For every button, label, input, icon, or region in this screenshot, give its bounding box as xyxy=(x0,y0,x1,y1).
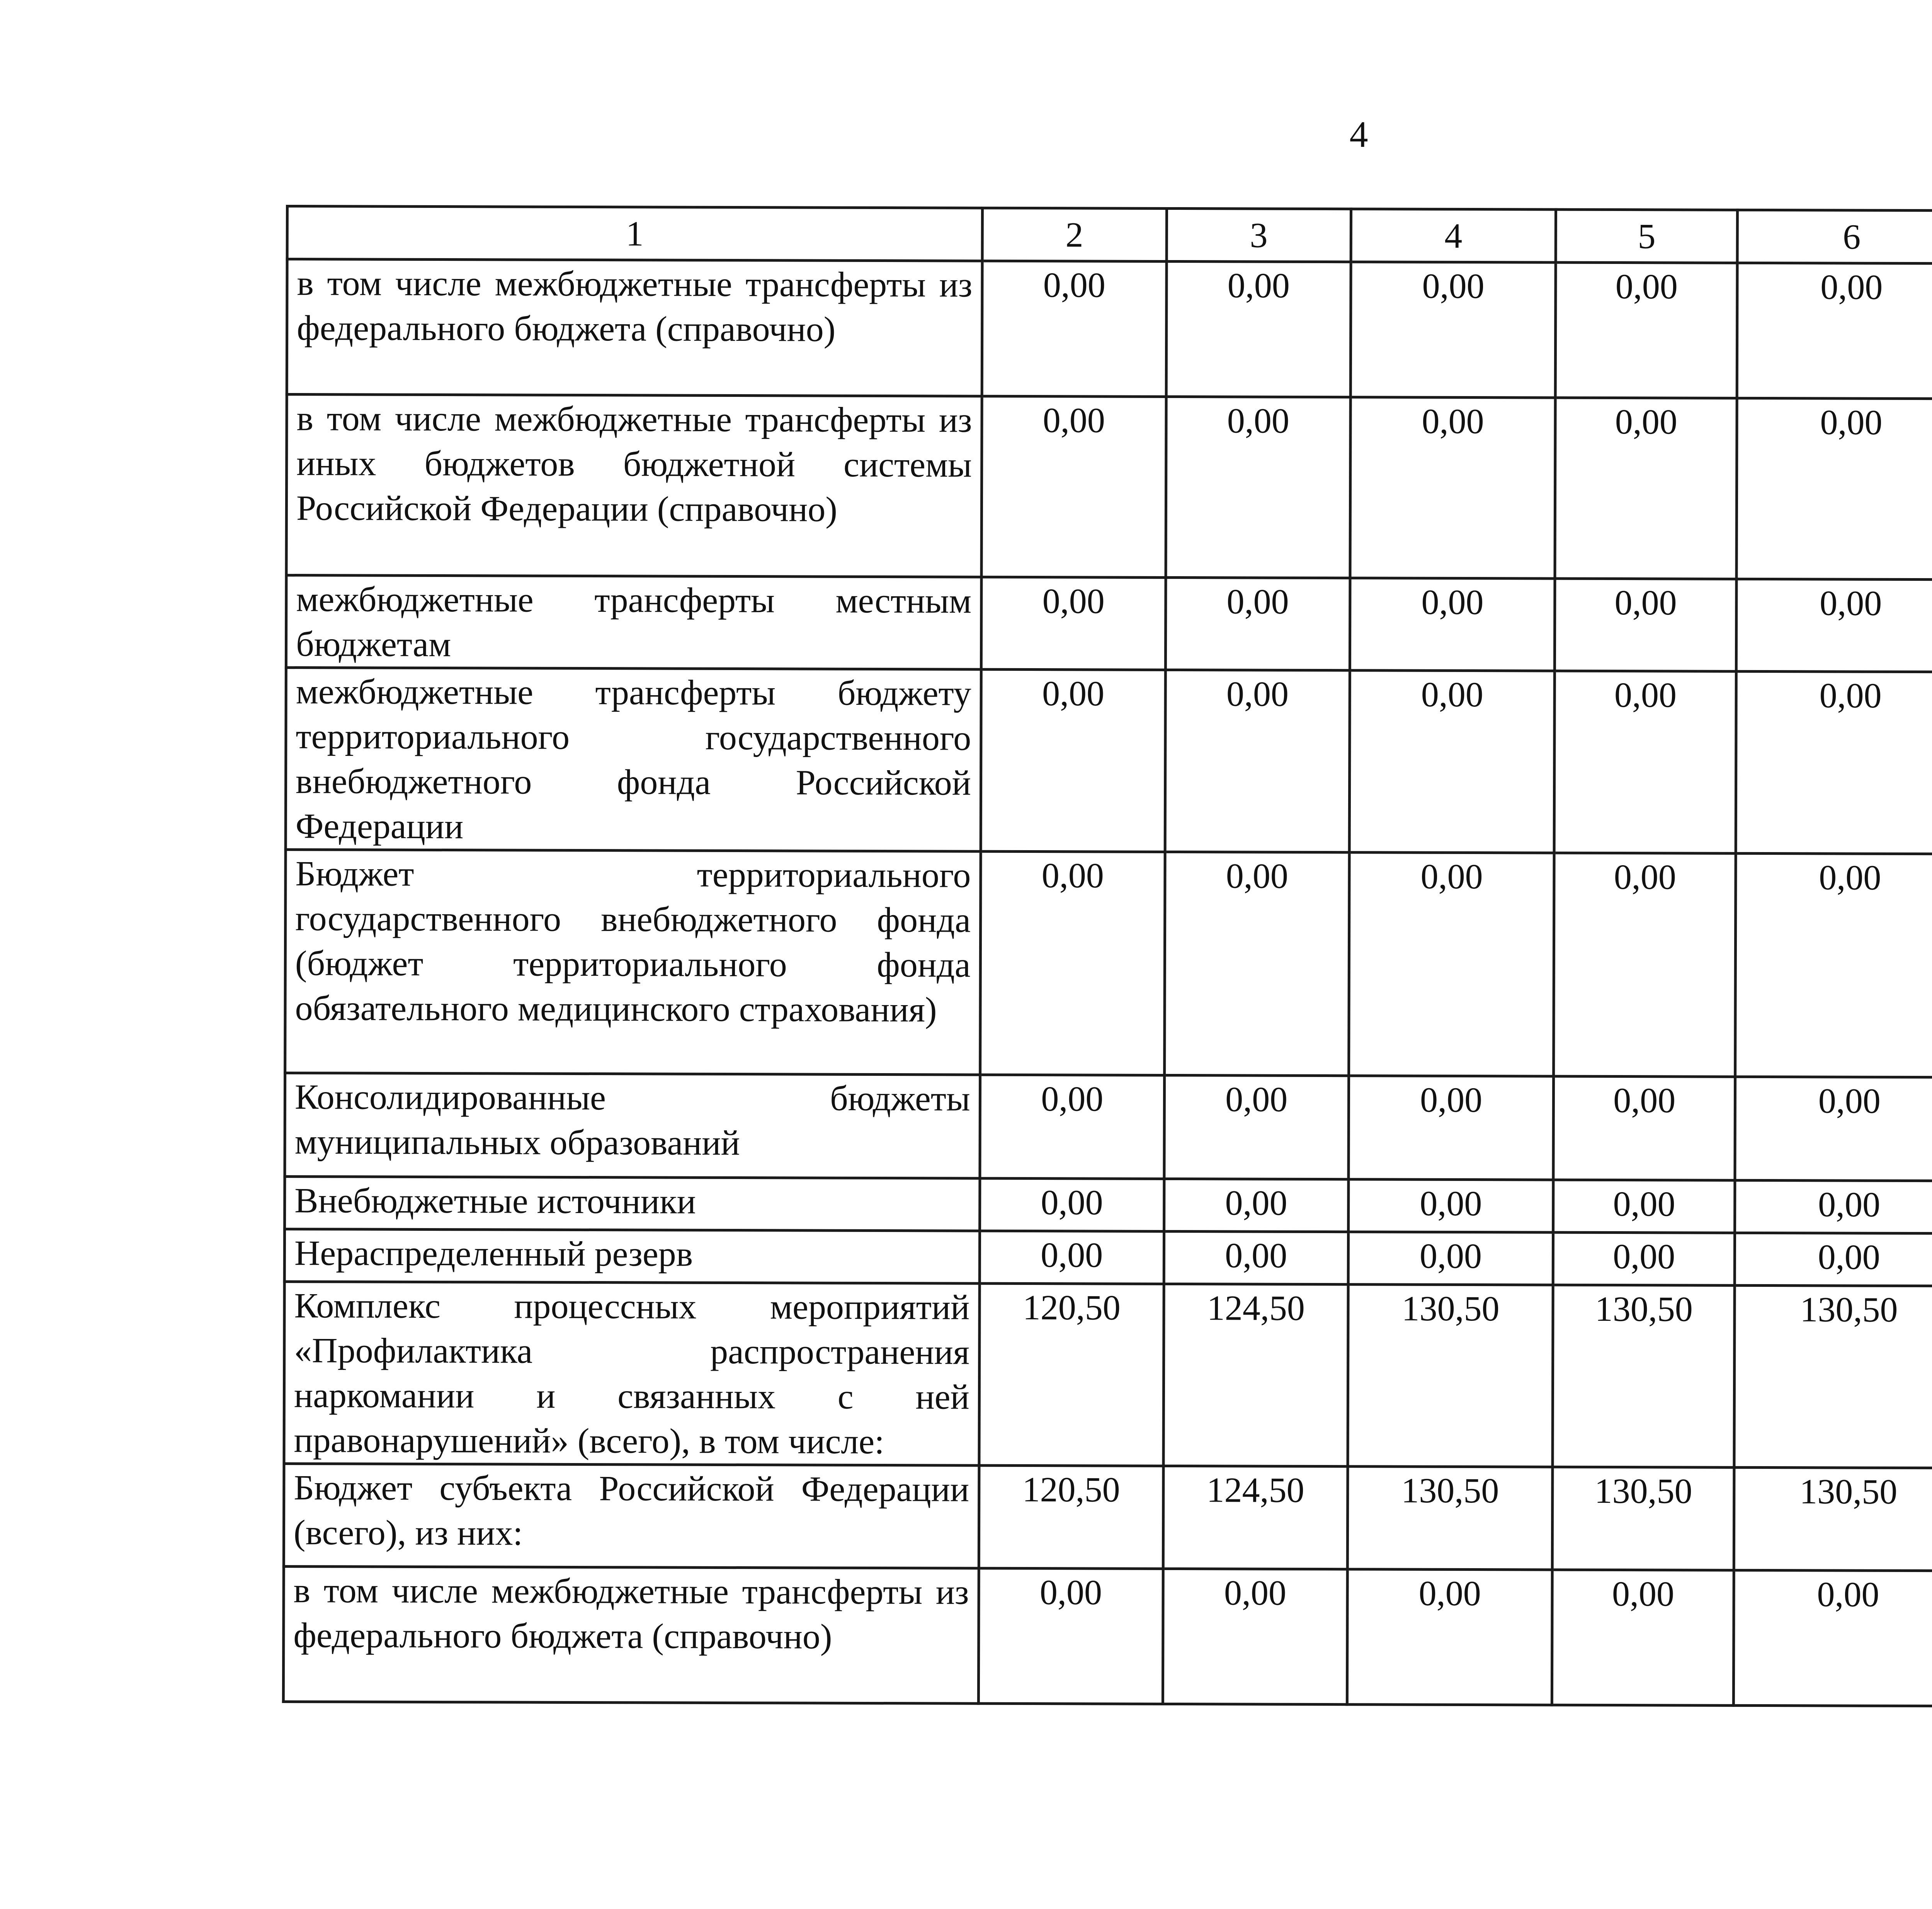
cell-value: 0,00 xyxy=(1735,1077,1932,1181)
row-label: Комплекс процессных мероприятий «Профилактика распространения наркомании и связанных с ней правонарушений» (всего), в том числе: xyxy=(284,1281,980,1465)
cell-value: 0,00 xyxy=(1737,263,1932,399)
cell-value: 0,00 xyxy=(1553,1076,1735,1180)
cell-value: 0,00 xyxy=(1349,670,1555,853)
cell-value: 0,00 xyxy=(980,851,1165,1075)
cell-value: 0,00 xyxy=(980,1231,1164,1284)
cell-value: 0,00 xyxy=(1349,1076,1554,1180)
cell-value: 0,00 xyxy=(1350,578,1555,671)
cell-value: 0,00 xyxy=(978,1568,1163,1704)
table-row xyxy=(285,1177,1932,1235)
table-row xyxy=(286,395,1932,582)
table-row xyxy=(284,1281,1932,1470)
cell-value: 0,00 xyxy=(1554,671,1736,853)
cell-value: 0,00 xyxy=(1736,398,1932,580)
cell-value: 130,50 xyxy=(1734,1285,1932,1468)
cell-value: 124,50 xyxy=(1163,1466,1348,1569)
cell-value: 0,00 xyxy=(982,261,1167,396)
cell-value: 0,00 xyxy=(1348,1232,1553,1285)
cell-value: 0,00 xyxy=(1350,262,1556,398)
column-header: 1 xyxy=(287,206,982,261)
cell-value: 0,00 xyxy=(1166,261,1351,397)
cell-value: 0,00 xyxy=(1734,1570,1932,1706)
row-label: в том числе межбюджетные трансферты из федерального бюджета (справочно) xyxy=(283,1566,979,1703)
row-label: Консолидированные бюджеты муниципальных образований xyxy=(285,1073,980,1179)
row-label: в том числе межбюджетные трансферты из федерального бюджета (справочно) xyxy=(287,259,982,396)
cell-value: 130,50 xyxy=(1553,1285,1735,1467)
row-label: Внебюджетные источники xyxy=(285,1177,980,1231)
column-header: 6 xyxy=(1737,210,1932,264)
cell-value: 0,00 xyxy=(1164,1075,1349,1179)
cell-value: 0,00 xyxy=(1555,578,1737,671)
cell-value: 0,00 xyxy=(981,577,1166,670)
page-number: 4 xyxy=(1349,114,1368,155)
cell-value: 0,00 xyxy=(1349,852,1554,1076)
header-row xyxy=(287,206,1932,265)
table-row xyxy=(283,1566,1932,1708)
table-row xyxy=(284,1229,1932,1288)
cell-value: 130,50 xyxy=(1347,1467,1553,1570)
row-label: межбюджетные трансферты бюджету территориального государственного внебюджетного фонда Российской Федерации xyxy=(286,668,981,852)
cell-value: 0,00 xyxy=(980,1075,1165,1179)
cell-value: 0,00 xyxy=(1554,853,1736,1077)
cell-value: 0,00 xyxy=(1553,1232,1735,1285)
cell-value: 0,00 xyxy=(1166,396,1350,578)
row-label: Бюджет территориального государственного внебюджетного фонда (бюджет территориального фонда обязательного медицинского страхования) xyxy=(285,850,981,1075)
table-row xyxy=(284,1463,1932,1572)
table-row xyxy=(287,259,1932,401)
cell-value: 0,00 xyxy=(1164,1231,1348,1284)
row-label: Бюджет субъекта Российской Федерации (всего), из них: xyxy=(284,1463,979,1568)
cell-value: 0,00 xyxy=(1350,397,1556,578)
table-row xyxy=(285,850,1932,1079)
column-header: 3 xyxy=(1167,208,1351,262)
cell-value: 0,00 xyxy=(1555,398,1737,579)
cell-value: 0,00 xyxy=(1164,852,1349,1075)
cell-value: 0,00 xyxy=(1165,577,1350,670)
column-header: 5 xyxy=(1556,209,1737,263)
cell-value: 130,50 xyxy=(1734,1467,1932,1571)
table-row xyxy=(285,1073,1932,1183)
cell-value: 0,00 xyxy=(1165,670,1350,852)
cell-value: 0,00 xyxy=(981,396,1166,577)
budget-table xyxy=(282,205,1932,1709)
row-label: межбюджетные трансферты местным бюджетам xyxy=(286,575,981,670)
cell-value: 0,00 xyxy=(1163,1569,1347,1704)
cell-value: 124,50 xyxy=(1163,1284,1348,1466)
row-label: в том числе межбюджетные трансферты из иных бюджетов бюджетной системы Российской Федерации (справочно) xyxy=(286,395,982,577)
cell-value: 130,50 xyxy=(1348,1285,1553,1467)
column-header: 4 xyxy=(1351,209,1556,262)
cell-value: 0,00 xyxy=(1735,1180,1932,1234)
cell-value: 0,00 xyxy=(981,669,1165,852)
cell-value: 120,50 xyxy=(979,1465,1163,1569)
cell-value: 0,00 xyxy=(1736,579,1932,672)
cell-value: 0,00 xyxy=(1553,1180,1735,1233)
cell-value: 0,00 xyxy=(1164,1179,1348,1232)
cell-value: 0,00 xyxy=(980,1178,1164,1231)
cell-value: 0,00 xyxy=(1735,1233,1932,1286)
cell-value: 130,50 xyxy=(1553,1467,1735,1570)
cell-value: 0,00 xyxy=(1735,853,1932,1077)
table-row xyxy=(286,668,1932,856)
cell-value: 0,00 xyxy=(1347,1569,1552,1705)
cell-value: 120,50 xyxy=(979,1283,1164,1466)
cell-value: 0,00 xyxy=(1348,1179,1553,1232)
column-header: 2 xyxy=(982,208,1167,261)
cell-value: 0,00 xyxy=(1552,1570,1734,1705)
row-label: Нераспределенный резерв xyxy=(284,1229,980,1284)
cell-value: 0,00 xyxy=(1556,262,1738,398)
cell-value: 0,00 xyxy=(1736,671,1932,854)
table-row xyxy=(286,575,1932,674)
